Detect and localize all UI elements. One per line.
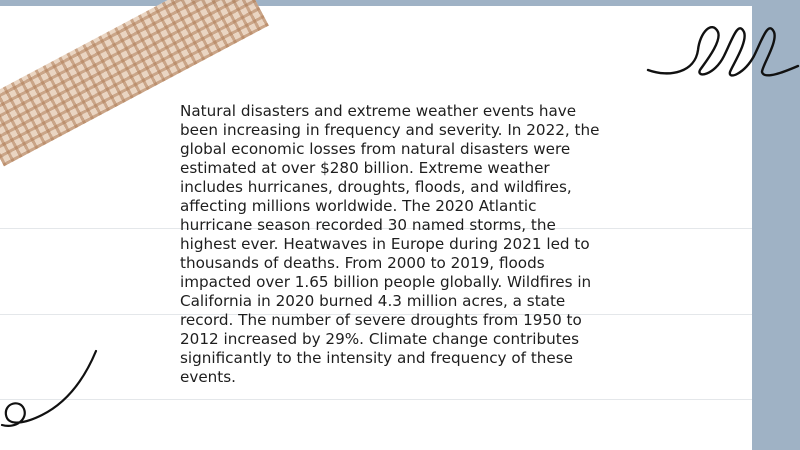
ruled-line	[0, 399, 752, 400]
body-paragraph: Natural disasters and extreme weather events have been increasing in frequency and severity. In 2022, the global economic losses from natural disasters were estimated at over $280 billion. Extreme weather includes hurricanes, droughts, floods, and wildfires, affecting millions worldwide. The 2020 Atlantic hurricane season recorded 30 named storms, the highest ever. Heatwaves in Europe during 2021 led to thousands of deaths. From 2000 to 2019, floods impacted over 1.65 billion people globally. Wildfires in California in 2020 burned 4.3 million acres, a state record. The number of severe droughts from 1950 to 2012 increased by 29%. Climate change contributes significantly to the intensity and frequency of these events.	[180, 102, 600, 386]
loop-scribble-icon	[640, 10, 800, 90]
curl-scribble-icon	[0, 345, 110, 435]
